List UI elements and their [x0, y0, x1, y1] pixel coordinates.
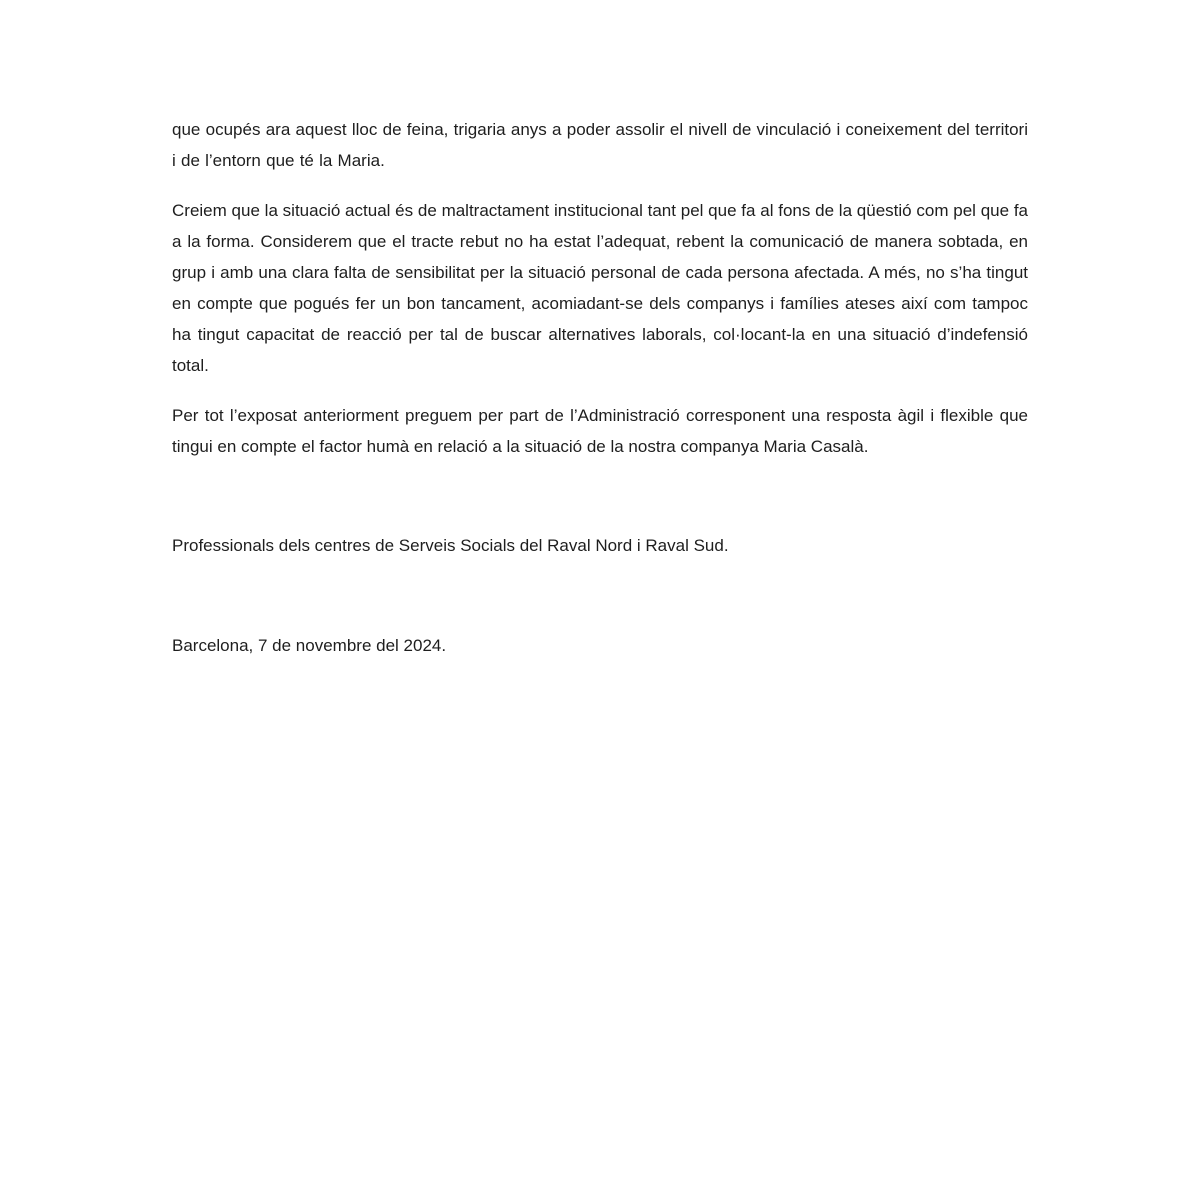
document-body [172, 114, 1028, 661]
place-and-date: Barcelona, 7 de novembre del 2024. [172, 636, 447, 655]
paragraph-continuation: que ocupés ara aquest lloc de feina, trigaria anys a poder assolir el nivell de vinculació i coneixement del territori i de l’entorn que té la Maria. [172, 120, 1028, 170]
paragraph-request: Per tot l’exposat anteriorment preguem per part de l’Administració corresponent una resposta àgil i flexible que tingui en compte el factor humà en relació a la situació de la nostra companya Maria Casalà. [172, 406, 1028, 456]
signature: Professionals dels centres de Serveis Socials del Raval Nord i Raval Sud. [172, 536, 729, 555]
paragraph-institutional-mistreatment: Creiem que la situació actual és de maltractament institucional tant pel que fa al fons de la qüestió com pel que fa a la forma. Considerem que el tracte rebut no ha estat l’adequat, rebent la comunicació de manera sobtada, en grup i amb una clara falta de sensibilitat per la situació personal de cada persona afectada. A més, no s’ha tingut en compte que pogués fer un bon tancament, acomiadant-se dels companys i famílies ateses així com tampoc ha tingut capacitat de reacció per tal de buscar alternatives laborals, col·locant-la en una situació d’indefensió total. [172, 201, 1028, 375]
